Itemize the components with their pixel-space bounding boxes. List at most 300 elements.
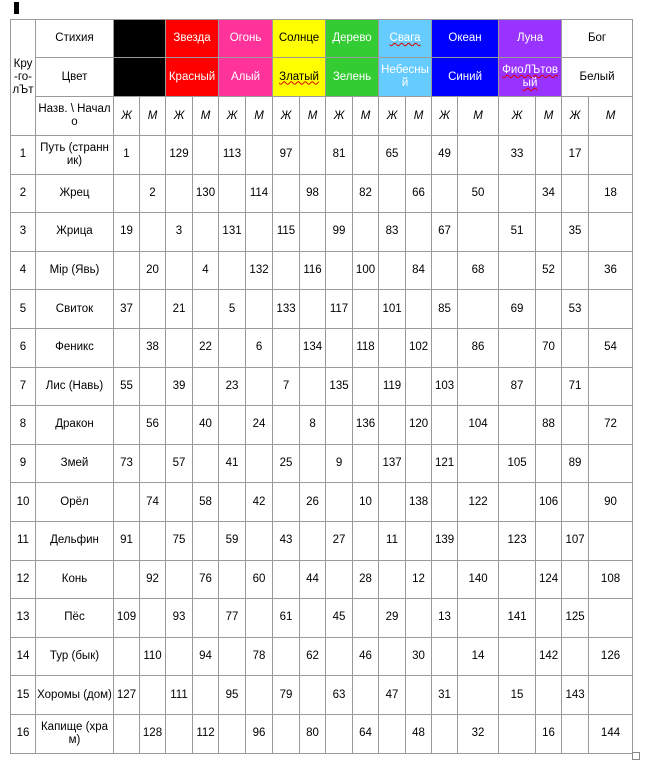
value-cell [246, 367, 273, 406]
value-cell [273, 560, 300, 599]
value-cell: 17 [562, 136, 589, 175]
value-cell [326, 328, 353, 367]
value-cell [193, 444, 219, 483]
row-number: 14 [11, 637, 36, 676]
value-cell [326, 637, 353, 676]
value-cell: 107 [562, 521, 589, 560]
value-cell: 144 [589, 714, 633, 753]
data-table [10, 19, 633, 754]
value-cell [273, 328, 300, 367]
value-cell: 38 [140, 328, 166, 367]
value-cell: 45 [326, 599, 353, 638]
value-cell: 128 [140, 714, 166, 753]
value-cell: 5 [219, 290, 246, 329]
element-color: ФиоЛЪтовый [499, 58, 562, 97]
value-cell [562, 714, 589, 753]
value-cell: 54 [589, 328, 633, 367]
value-cell [536, 599, 562, 638]
value-cell [219, 560, 246, 599]
value-cell [246, 521, 273, 560]
value-cell: 68 [458, 251, 499, 290]
value-cell [166, 251, 193, 290]
value-cell: 123 [499, 521, 536, 560]
value-cell: 49 [432, 136, 458, 175]
value-cell: 42 [246, 483, 273, 522]
value-cell: 110 [140, 637, 166, 676]
m-header: М [140, 97, 166, 136]
value-cell [114, 328, 140, 367]
value-cell: 120 [406, 406, 432, 445]
value-cell [273, 483, 300, 522]
value-cell: 20 [140, 251, 166, 290]
m-header: М [193, 97, 219, 136]
value-cell [562, 483, 589, 522]
value-cell: 104 [458, 406, 499, 445]
value-cell [499, 714, 536, 753]
value-cell: 94 [193, 637, 219, 676]
value-cell [193, 290, 219, 329]
value-cell [193, 367, 219, 406]
value-cell: 93 [166, 599, 193, 638]
value-cell [562, 560, 589, 599]
value-cell: 87 [499, 367, 536, 406]
value-cell [353, 367, 379, 406]
value-cell [219, 637, 246, 676]
table-resize-handle[interactable] [632, 752, 640, 760]
value-cell [166, 560, 193, 599]
value-cell [193, 599, 219, 638]
value-cell [379, 251, 406, 290]
row-name: Капище (храм) [36, 714, 114, 753]
value-cell: 6 [246, 328, 273, 367]
value-cell [458, 213, 499, 252]
element-color: Златый [273, 58, 326, 97]
value-cell: 105 [499, 444, 536, 483]
value-cell: 59 [219, 521, 246, 560]
row-number: 10 [11, 483, 36, 522]
row-number: 2 [11, 174, 36, 213]
value-cell [589, 521, 633, 560]
value-cell: 18 [589, 174, 633, 213]
value-cell [246, 676, 273, 715]
value-cell [458, 367, 499, 406]
table-row [11, 483, 633, 522]
value-cell: 81 [326, 136, 353, 175]
value-cell [114, 637, 140, 676]
value-cell [140, 599, 166, 638]
value-cell [536, 290, 562, 329]
value-cell: 84 [406, 251, 432, 290]
value-cell: 33 [499, 136, 536, 175]
value-cell [140, 521, 166, 560]
element-name: Луна [499, 20, 562, 58]
value-cell: 125 [562, 599, 589, 638]
value-cell [219, 406, 246, 445]
value-cell [246, 213, 273, 252]
value-cell: 60 [246, 560, 273, 599]
value-cell: 46 [353, 637, 379, 676]
value-cell: 35 [562, 213, 589, 252]
value-cell [458, 676, 499, 715]
value-cell: 114 [246, 174, 273, 213]
value-cell: 13 [432, 599, 458, 638]
m-header: М [589, 97, 633, 136]
value-cell [300, 213, 326, 252]
value-cell [326, 560, 353, 599]
table-row [11, 637, 633, 676]
stikhiya-label: Стихия [36, 20, 114, 58]
value-cell [406, 444, 432, 483]
value-cell [273, 174, 300, 213]
value-cell: 14 [458, 637, 499, 676]
row-number: 11 [11, 521, 36, 560]
value-cell [379, 714, 406, 753]
value-cell: 71 [562, 367, 589, 406]
value-cell: 52 [536, 251, 562, 290]
value-cell: 43 [273, 521, 300, 560]
value-cell [379, 637, 406, 676]
value-cell [166, 174, 193, 213]
value-cell [406, 599, 432, 638]
element-name: Огонь [219, 20, 273, 58]
row-name: Дракон [36, 406, 114, 445]
value-cell: 101 [379, 290, 406, 329]
row-number: 16 [11, 714, 36, 753]
row-number: 7 [11, 367, 36, 406]
value-cell: 140 [458, 560, 499, 599]
value-cell: 126 [589, 637, 633, 676]
value-cell: 98 [300, 174, 326, 213]
value-cell: 138 [406, 483, 432, 522]
table-row [11, 328, 633, 367]
krugolet-header: Кру-го-лЪт [11, 20, 36, 136]
value-cell: 40 [193, 406, 219, 445]
row-name: Мiр (Явь) [36, 251, 114, 290]
value-cell: 133 [273, 290, 300, 329]
element-name: Океан [432, 20, 499, 58]
value-cell [273, 714, 300, 753]
value-cell: 78 [246, 637, 273, 676]
element-name: Дерево [326, 20, 379, 58]
value-cell [140, 676, 166, 715]
value-cell: 58 [193, 483, 219, 522]
value-cell: 132 [246, 251, 273, 290]
value-cell: 22 [193, 328, 219, 367]
value-cell [140, 367, 166, 406]
element-color: Белый [562, 58, 633, 97]
value-cell: 100 [353, 251, 379, 290]
value-cell [114, 483, 140, 522]
value-cell: 99 [326, 213, 353, 252]
value-cell [326, 251, 353, 290]
value-cell: 130 [193, 174, 219, 213]
row-name: Путь (странник) [36, 136, 114, 175]
value-cell [432, 406, 458, 445]
value-cell: 90 [589, 483, 633, 522]
table-row [11, 174, 633, 213]
value-cell [499, 328, 536, 367]
element-color: Небесный [379, 58, 432, 97]
value-cell: 72 [589, 406, 633, 445]
value-cell: 80 [300, 714, 326, 753]
table-row [11, 136, 633, 175]
table-row [11, 444, 633, 483]
value-cell [353, 136, 379, 175]
value-cell: 41 [219, 444, 246, 483]
row-name: Пёс [36, 599, 114, 638]
value-cell: 74 [140, 483, 166, 522]
value-cell [353, 444, 379, 483]
value-cell: 116 [300, 251, 326, 290]
row-number: 13 [11, 599, 36, 638]
value-cell [589, 676, 633, 715]
value-cell [219, 251, 246, 290]
value-cell: 37 [114, 290, 140, 329]
value-cell [536, 521, 562, 560]
value-cell: 86 [458, 328, 499, 367]
value-cell [589, 444, 633, 483]
value-cell: 65 [379, 136, 406, 175]
value-cell [246, 444, 273, 483]
row-name: Конь [36, 560, 114, 599]
table-row [11, 676, 633, 715]
value-cell: 85 [432, 290, 458, 329]
value-cell: 27 [326, 521, 353, 560]
value-cell: 61 [273, 599, 300, 638]
value-cell: 79 [273, 676, 300, 715]
table-row [11, 367, 633, 406]
row-name: Дельфин [36, 521, 114, 560]
row-number: 8 [11, 406, 36, 445]
value-cell [499, 560, 536, 599]
value-cell: 10 [353, 483, 379, 522]
value-cell [166, 483, 193, 522]
value-cell [406, 367, 432, 406]
value-cell: 62 [300, 637, 326, 676]
value-cell: 19 [114, 213, 140, 252]
value-cell: 28 [353, 560, 379, 599]
value-cell: 23 [219, 367, 246, 406]
table-row [11, 521, 633, 560]
value-cell [536, 444, 562, 483]
row-name: Феникс [36, 328, 114, 367]
value-cell [458, 290, 499, 329]
value-cell: 127 [114, 676, 140, 715]
element-name [114, 20, 166, 58]
value-cell: 112 [193, 714, 219, 753]
value-cell: 106 [536, 483, 562, 522]
value-cell [193, 676, 219, 715]
value-cell: 34 [536, 174, 562, 213]
row-name: Змей [36, 444, 114, 483]
value-cell [246, 599, 273, 638]
value-cell: 89 [562, 444, 589, 483]
value-cell: 8 [300, 406, 326, 445]
value-cell: 44 [300, 560, 326, 599]
value-cell [589, 213, 633, 252]
value-cell [353, 213, 379, 252]
value-cell [166, 406, 193, 445]
value-cell [166, 328, 193, 367]
value-cell [193, 213, 219, 252]
value-cell: 143 [562, 676, 589, 715]
value-cell [140, 213, 166, 252]
value-cell [536, 213, 562, 252]
value-cell [379, 174, 406, 213]
value-cell: 69 [499, 290, 536, 329]
value-cell [353, 676, 379, 715]
value-cell: 26 [300, 483, 326, 522]
m-header: М [458, 97, 499, 136]
element-name: Звезда [166, 20, 219, 58]
value-cell [562, 637, 589, 676]
value-cell: 1 [114, 136, 140, 175]
value-cell [300, 136, 326, 175]
value-cell: 12 [406, 560, 432, 599]
value-cell: 64 [353, 714, 379, 753]
value-cell [432, 637, 458, 676]
value-cell [219, 328, 246, 367]
value-cell: 141 [499, 599, 536, 638]
row-name: Свиток [36, 290, 114, 329]
value-cell: 121 [432, 444, 458, 483]
row-number: 4 [11, 251, 36, 290]
value-cell [219, 483, 246, 522]
value-cell [562, 406, 589, 445]
table-row [11, 251, 633, 290]
zh-header: Ж [114, 97, 140, 136]
element-color: Синий [432, 58, 499, 97]
row-name: Тур (бык) [36, 637, 114, 676]
value-cell: 75 [166, 521, 193, 560]
value-cell [300, 444, 326, 483]
row-number: 15 [11, 676, 36, 715]
value-cell [406, 136, 432, 175]
value-cell [432, 174, 458, 213]
value-cell: 25 [273, 444, 300, 483]
value-cell [300, 521, 326, 560]
zh-header: Ж [326, 97, 353, 136]
m-header: М [406, 97, 432, 136]
zh-header: Ж [166, 97, 193, 136]
value-cell [193, 136, 219, 175]
value-cell: 135 [326, 367, 353, 406]
name-start-header: Назв. \ Начало [36, 97, 114, 136]
value-cell: 31 [432, 676, 458, 715]
value-cell: 21 [166, 290, 193, 329]
value-cell: 7 [273, 367, 300, 406]
value-cell: 11 [379, 521, 406, 560]
row-number: 5 [11, 290, 36, 329]
value-cell [166, 714, 193, 753]
value-cell: 4 [193, 251, 219, 290]
value-cell [406, 676, 432, 715]
value-cell [499, 483, 536, 522]
value-cell: 119 [379, 367, 406, 406]
value-cell: 32 [458, 714, 499, 753]
table-row [11, 290, 633, 329]
row-name: Хоромы (дом) [36, 676, 114, 715]
value-cell [140, 444, 166, 483]
value-cell [246, 136, 273, 175]
value-cell [589, 367, 633, 406]
value-cell [406, 213, 432, 252]
value-cell [326, 174, 353, 213]
value-cell: 124 [536, 560, 562, 599]
value-cell [432, 328, 458, 367]
value-cell: 70 [536, 328, 562, 367]
table-row [11, 599, 633, 638]
value-cell: 73 [114, 444, 140, 483]
value-cell: 47 [379, 676, 406, 715]
value-cell [166, 637, 193, 676]
table-row [11, 714, 633, 753]
value-cell: 97 [273, 136, 300, 175]
value-cell: 29 [379, 599, 406, 638]
row-name: Орёл [36, 483, 114, 522]
row-number: 9 [11, 444, 36, 483]
element-color: Зелень [326, 58, 379, 97]
value-cell: 129 [166, 136, 193, 175]
element-name: Солнце [273, 20, 326, 58]
value-cell [499, 637, 536, 676]
value-cell [114, 714, 140, 753]
value-cell [458, 599, 499, 638]
value-cell: 77 [219, 599, 246, 638]
zh-header: Ж [219, 97, 246, 136]
value-cell: 103 [432, 367, 458, 406]
zh-header: Ж [499, 97, 536, 136]
value-cell [273, 637, 300, 676]
value-cell: 115 [273, 213, 300, 252]
value-cell [536, 367, 562, 406]
value-cell: 53 [562, 290, 589, 329]
value-cell [379, 483, 406, 522]
value-cell: 113 [219, 136, 246, 175]
value-cell: 134 [300, 328, 326, 367]
value-cell: 55 [114, 367, 140, 406]
value-cell: 82 [353, 174, 379, 213]
value-cell: 92 [140, 560, 166, 599]
value-cell [589, 136, 633, 175]
table-row [11, 406, 633, 445]
value-cell: 30 [406, 637, 432, 676]
value-cell: 24 [246, 406, 273, 445]
value-cell [562, 251, 589, 290]
value-cell: 56 [140, 406, 166, 445]
value-cell: 88 [536, 406, 562, 445]
value-cell [536, 136, 562, 175]
value-cell [114, 251, 140, 290]
zh-header: Ж [379, 97, 406, 136]
value-cell: 67 [432, 213, 458, 252]
value-cell: 66 [406, 174, 432, 213]
zh-header: Ж [273, 97, 300, 136]
value-cell: 16 [536, 714, 562, 753]
value-cell [300, 290, 326, 329]
value-cell [562, 174, 589, 213]
value-cell [273, 251, 300, 290]
value-cell [353, 521, 379, 560]
value-cell: 50 [458, 174, 499, 213]
value-cell: 83 [379, 213, 406, 252]
value-cell: 109 [114, 599, 140, 638]
value-cell [406, 521, 432, 560]
value-cell [536, 676, 562, 715]
value-cell [458, 136, 499, 175]
value-cell: 102 [406, 328, 432, 367]
value-cell: 51 [499, 213, 536, 252]
